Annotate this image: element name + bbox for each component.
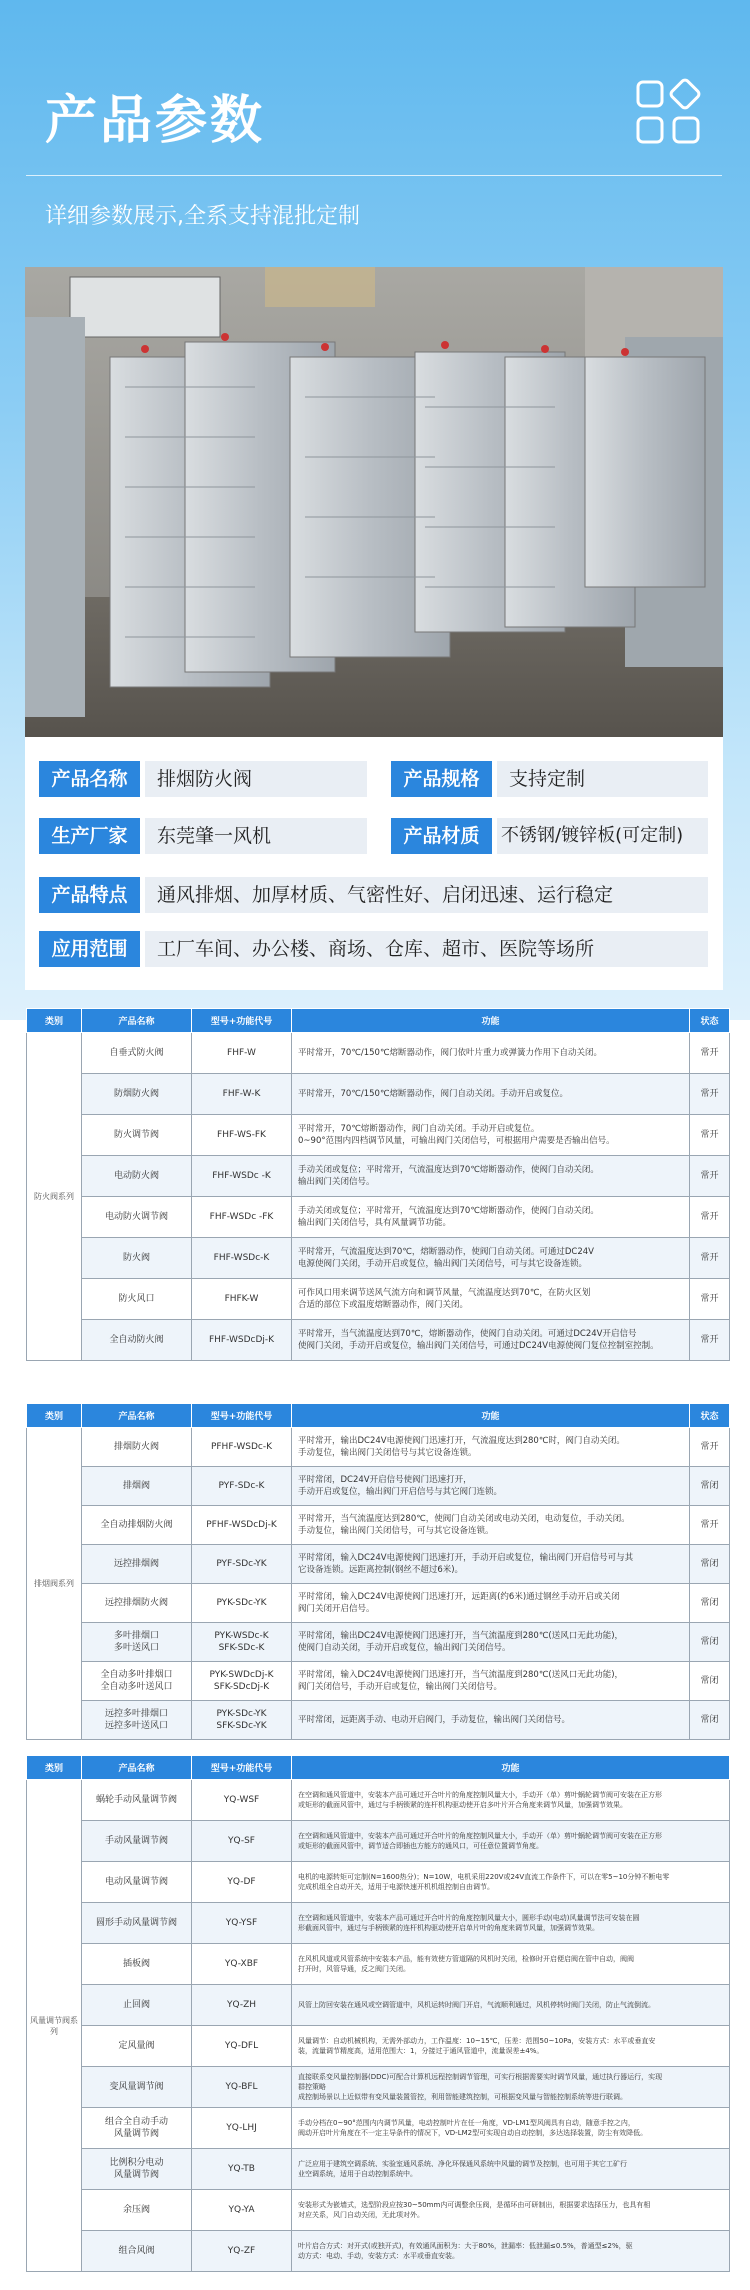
table-row <box>27 1279 730 1320</box>
product-code-cell: FHF-WSDc -FK <box>192 1197 292 1238</box>
function-cell: 风量调节：自动机械机构，无需外部动力，工作温度：10~15℃，压差：范围50~10Pa，安装方式：水平或垂直安 装，流量调节精度高，适用范围大：1，分接过于通风管道中，流量误差±4%。 <box>292 2026 730 2067</box>
function-cell: 平时常开，当气流温度达到280℃，使阀门自动关闭或电动关闭，电动复位，手动关闭。 手动复位，输出阀门关闭信号，可与其它设备连锁。 <box>292 1506 690 1545</box>
table-row <box>27 1821 730 1862</box>
status-cell: 常闭 <box>690 1545 730 1584</box>
product-name-cell: 手动风量调节阀 <box>82 1821 192 1862</box>
table-row <box>27 2231 730 2272</box>
product-name-cell: 多叶排烟口 多叶送风口 <box>82 1623 192 1662</box>
page-subtitle: 详细参数展示,全系支持混批定制 <box>45 204 360 229</box>
function-cell: 电机的电源转矩可定制(N=1600热分)；N=10W，电机采用220V或24V直流工作条件下，可以在零5~10分钟不断电零 完成机组全自动开关，适用于电源快速开机机组控制自由调节。 <box>292 1862 730 1903</box>
status-cell: 常闭 <box>690 1623 730 1662</box>
function-cell: 在风机风道或风管系统中安装本产品，能有效使方管道隔的风机时关闭，检修时开启便启阀在管中自动，阀阀 打开时，风管导通，反之阀门关闭。 <box>292 1944 730 1985</box>
status-cell: 常开 <box>690 1506 730 1545</box>
product-code-cell: FHF-WSDc -K <box>192 1156 292 1197</box>
product-name-cell: 全自动多叶排烟口 全自动多叶送风口 <box>82 1662 192 1701</box>
product-code-cell: YQ-SF <box>192 1821 292 1862</box>
col-name: 产品名称 <box>82 1404 192 1428</box>
product-name-cell: 插板阀 <box>82 1944 192 1985</box>
col-function: 功能 <box>292 1009 690 1033</box>
table-row <box>27 1944 730 1985</box>
product-code-cell: PYK-WSDc-K SFK-SDc-K <box>192 1623 292 1662</box>
table-row <box>27 2108 730 2149</box>
product-name-cell: 圆形手动风量调节阀 <box>82 1903 192 1944</box>
product-name-cell: 电动防火调节阀 <box>82 1197 192 1238</box>
spec-label: 产品规格 <box>391 761 492 797</box>
table-row <box>27 1320 730 1361</box>
product-code-cell: PYF-SDc-YK <box>192 1545 292 1584</box>
table-row <box>27 1506 730 1545</box>
product-name-cell: 电动防火阀 <box>82 1156 192 1197</box>
product-name-cell: 余压阀 <box>82 2190 192 2231</box>
function-cell: 平时常闭，输入DC24V电源使阀门迅速打开，远距离(约6米)通过钢丝手动开启或关闭 阀门关闭开启信号。 <box>292 1584 690 1623</box>
volume-damper-table <box>26 1755 730 2272</box>
col-function: 功能 <box>292 1404 690 1428</box>
table-row <box>27 2190 730 2231</box>
status-cell: 常开 <box>690 1074 730 1115</box>
table-row <box>27 1033 730 1074</box>
hero-section <box>0 0 750 1020</box>
function-cell: 在空调和通风管道中，安装本产品可通过开合叶片的角度控制风量大小，手动开（单）剪叶蜗轮调节阀可安装在正方形 或矩形的截面风管中，通过与手柄锁紧的连杆机构驱动使开启多叶片开合角度来调节风量，加强调节效果。 <box>292 1780 730 1821</box>
maker-value: 东莞肇一风机 <box>145 818 367 854</box>
col-category: 类别 <box>27 1756 82 1780</box>
table-row <box>27 1197 730 1238</box>
col-category: 类别 <box>27 1009 82 1033</box>
function-cell: 安装形式为嵌墙式，选型阶段应按30~50mm内可调整余压阀，是循环由可研制出，根据要求选择压力，也具有相 对应关系，风门自动关闭，无此项对外。 <box>292 2190 730 2231</box>
col-code: 型号+功能代号 <box>192 1009 292 1033</box>
col-name: 产品名称 <box>82 1009 192 1033</box>
product-name-cell: 电动风量调节阀 <box>82 1862 192 1903</box>
table-row <box>27 2067 730 2108</box>
product-info-card <box>25 737 723 990</box>
table-row <box>27 1623 730 1662</box>
product-name-cell: 远控多叶排烟口 远控多叶送风口 <box>82 1701 192 1740</box>
material-label: 产品材质 <box>391 818 492 854</box>
name-value: 排烟防火阀 <box>145 761 367 797</box>
function-cell: 手动分档在0~90°范围内内调节风量，电动控制叶片在任一角度，VD-LM1型风阀具有自动，随意手控之内， 阀动开启叶片角度在不一定主导条件的情况下，VD-LM2型可实现自动自动控制，多达选择装置，防尘有效降低。 <box>292 2108 730 2149</box>
function-cell: 平时常闭，输出DC24V电源使阀门迅速打开，当气流温度到280℃(送风口无此功能)， 使阀门自动关闭，手动开启或复位，输出阀门关闭信号。 <box>292 1623 690 1662</box>
function-cell: 叶片启合方式：对开式(或独开式)，有效通风面积为：大于80%，泄漏率：低泄漏≤0.5%，普通型≤2%，驱 动方式：电动、手动，安装方式：水平或垂直安装。 <box>292 2231 730 2272</box>
function-cell: 手动关闭或复位；平时常开，气流温度达到70℃熔断器动作，使阀门自动关闭。 输出阀门关闭信号，具有风量调节功能。 <box>292 1197 690 1238</box>
function-cell: 平时常开，70℃/150℃熔断器动作，阀门依叶片重力或弹簧力作用下自动关闭。 <box>292 1033 690 1074</box>
function-cell: 平时常闭，输入DC24V电源使阀门迅速打开，手动开启或复位，输出阀门开启信号可与其 它设备连锁。远距离控制(钢丝不超过6米)。 <box>292 1545 690 1584</box>
product-code-cell: YQ-WSF <box>192 1780 292 1821</box>
table-row <box>27 1903 730 1944</box>
product-name-cell: 排烟防火阀 <box>82 1428 192 1467</box>
table-row <box>27 1701 730 1740</box>
feature-value: 通风排烟、加厚材质、气密性好、启闭迅速、运行稳定 <box>145 877 708 913</box>
table-row <box>27 1985 730 2026</box>
product-code-cell: YQ-XBF <box>192 1944 292 1985</box>
function-cell: 平时常开，输出DC24V电源使阀门迅速打开，气流温度达到280℃时，阀门自动关闭。 手动复位，输出阀门关闭信号与其它设备连锁。 <box>292 1428 690 1467</box>
product-code-cell: YQ-ZF <box>192 2231 292 2272</box>
product-code-cell: PFHF-WSDc-K <box>192 1428 292 1467</box>
col-code: 型号+功能代号 <box>192 1404 292 1428</box>
product-code-cell: YQ-LHJ <box>192 2108 292 2149</box>
status-cell: 常闭 <box>690 1662 730 1701</box>
product-name-cell: 比例积分电动 风量调节阀 <box>82 2149 192 2190</box>
table-row <box>27 1238 730 1279</box>
product-name-cell: 定风量阀 <box>82 2026 192 2067</box>
product-photo <box>25 267 723 737</box>
category-cell: 防火阀系列 <box>27 1033 82 1361</box>
function-cell: 平时常开，70℃/150℃熔断器动作，阀门自动关闭。手动开启或复位。 <box>292 1074 690 1115</box>
apps-grid-icon <box>634 78 702 146</box>
product-code-cell: YQ-DF <box>192 1862 292 1903</box>
status-cell: 常开 <box>690 1238 730 1279</box>
status-cell: 常开 <box>690 1320 730 1361</box>
status-cell: 常闭 <box>690 1584 730 1623</box>
product-name-cell: 防火风口 <box>82 1279 192 1320</box>
product-code-cell: YQ-TB <box>192 2149 292 2190</box>
product-code-cell: YQ-YA <box>192 2190 292 2231</box>
fire-damper-table <box>26 1008 730 1361</box>
status-cell: 常开 <box>690 1428 730 1467</box>
status-cell: 常闭 <box>690 1467 730 1506</box>
product-name-cell: 远控排烟阀 <box>82 1545 192 1584</box>
table-row <box>27 1074 730 1115</box>
product-name-cell: 防火阀 <box>82 1238 192 1279</box>
category-cell: 风量调节阀系列 <box>27 1780 82 2272</box>
product-code-cell: YQ-BFL <box>192 2067 292 2108</box>
col-status: 状态 <box>690 1009 730 1033</box>
product-code-cell: PFHF-WSDcDj-K <box>192 1506 292 1545</box>
product-name-cell: 组合全自动手动 风量调节阀 <box>82 2108 192 2149</box>
header-divider <box>26 175 722 176</box>
function-cell: 在空调和通风管道中，安装本产品可通过开合叶片的角度控制风量大小，手动开（单）剪叶蜗轮调节阀可安装在正方形 或矩形的截面风管中，调节适合即插也方能方的通风口，可任意位置调节角度。 <box>292 1821 730 1862</box>
status-cell: 常开 <box>690 1197 730 1238</box>
name-label: 产品名称 <box>39 761 140 797</box>
product-code-cell: PYF-SDc-K <box>192 1467 292 1506</box>
product-name-cell: 自垂式防火阀 <box>82 1033 192 1074</box>
feature-label: 产品特点 <box>39 877 140 913</box>
product-name-cell: 蜗轮手动风量调节阀 <box>82 1780 192 1821</box>
product-code-cell: FHF-W-K <box>192 1074 292 1115</box>
material-value: 不锈钢/镀锌板(可定制) <box>497 818 708 854</box>
table-row <box>27 1780 730 1821</box>
function-cell: 风管上防回安装在通风或空调管道中，风机运转时阀门开启，气流顺利通过，风机停转时阀门关闭，防止气流倒流。 <box>292 1985 730 2026</box>
product-name-cell: 组合风阀 <box>82 2231 192 2272</box>
table-row <box>27 1428 730 1467</box>
product-code-cell: YQ-ZH <box>192 1985 292 2026</box>
product-code-cell: FHF-WSDcDj-K <box>192 1320 292 1361</box>
table-row <box>27 2149 730 2190</box>
product-name-cell: 远控排烟防火阀 <box>82 1584 192 1623</box>
product-code-cell: FHF-WS-FK <box>192 1115 292 1156</box>
scope-label: 应用范围 <box>39 931 140 967</box>
maker-label: 生产厂家 <box>39 818 140 854</box>
product-name-cell: 止回阀 <box>82 1985 192 2026</box>
status-cell: 常闭 <box>690 1701 730 1740</box>
product-name-cell: 全自动防火阀 <box>82 1320 192 1361</box>
table-row <box>27 1862 730 1903</box>
product-code-cell: YQ-YSF <box>192 1903 292 1944</box>
col-category: 类别 <box>27 1404 82 1428</box>
product-code-cell: PYK-SDc-YK SFK-SDc-YK <box>192 1701 292 1740</box>
smoke-exhaust-table <box>26 1403 730 1740</box>
function-cell: 平时常闭，DC24V开启信号使阀门迅速打开， 手动开启或复位，输出阀门开启信号与其它阀门连锁。 <box>292 1467 690 1506</box>
table-row <box>27 1115 730 1156</box>
product-code-cell: PYK-SDc-YK <box>192 1584 292 1623</box>
product-code-cell: PYK-SWDcDj-K SFK-SDcDj-K <box>192 1662 292 1701</box>
function-cell: 平时常开，气流温度达到70℃，熔断器动作，使阀门自动关闭。可通过DC24V 电源使阀门关闭，手动开启或复位，输出阀门关闭信号，可与其它设备连锁。 <box>292 1238 690 1279</box>
status-cell: 常开 <box>690 1156 730 1197</box>
status-cell: 常开 <box>690 1115 730 1156</box>
function-cell: 平时常闭，输入DC24V电源使阀门迅速打开，当气流温度到280℃(送风口无此功能)， 阀门关闭信号，手动开启或复位，输出阀门关闭信号。 <box>292 1662 690 1701</box>
function-cell: 在空调和通风管道中，安装本产品可通过开合叶片的角度控制风量大小，圆形手动(电动)风量调节法可安装在圆 形截面风管中，通过与手柄锁紧的连杆机构驱动使开启单片叶的角度来调节风量，加强调节效果。 <box>292 1903 730 1944</box>
table-row <box>27 1467 730 1506</box>
status-cell: 常开 <box>690 1033 730 1074</box>
col-name: 产品名称 <box>82 1756 192 1780</box>
function-cell: 平时常闭，远距离手动、电动开启阀门，手动复位，输出阀门关闭信号。 <box>292 1701 690 1740</box>
function-cell: 广泛应用于建筑空调系统、实验室通风系统、净化环保通风系统中风量的调节及控制，也可用于其它工矿行 业空调系统，适用于自动控制系统中。 <box>292 2149 730 2190</box>
table-row <box>27 1662 730 1701</box>
page-title: 产品参数 <box>45 91 266 151</box>
product-name-cell: 防烟防火阀 <box>82 1074 192 1115</box>
product-code-cell: FHF-W <box>192 1033 292 1074</box>
table-row <box>27 1545 730 1584</box>
function-cell: 手动关闭或复位；平时常开，气流温度达到70℃熔断器动作，使阀门自动关闭。 输出阀门关闭信号。 <box>292 1156 690 1197</box>
function-cell: 平时常开，当气流温度达到70℃，熔断器动作，使阀门自动关闭。可通过DC24V开启信号 使阀门关闭，手动开启或复位，输出阀门关闭信号，可通过DC24V电源使阀门复位控制室控制。 <box>292 1320 690 1361</box>
table-row <box>27 1156 730 1197</box>
scope-value: 工厂车间、办公楼、商场、仓库、超市、医院等场所 <box>145 931 708 967</box>
col-function: 功能 <box>292 1756 730 1780</box>
product-name-cell: 防火调节阀 <box>82 1115 192 1156</box>
col-status: 状态 <box>690 1404 730 1428</box>
function-cell: 直接联系变风量控制器(DDC)可配合计算机远程控制调节管理，可实行根据需要实时调节风量，通过执行器运行，实现 群控策略 成控制场景以上近似带有变风量装置管控，利用智能建筑控制，可根据变风量与智能控制系统等进行联调。 <box>292 2067 730 2108</box>
function-cell: 可作风口用来调节送风气流方向和调节风量，气流温度达到70℃，在防火区划 合适的部位下或温度熔断器动作，阀门关闭。 <box>292 1279 690 1320</box>
product-code-cell: YQ-DFL <box>192 2026 292 2067</box>
function-cell: 平时常开，70℃熔断器动作，阀门自动关闭。手动开启或复位。 0~90°范围内四档调节风量，可输出阀门关闭信号，可根据用户需要是否输出信号。 <box>292 1115 690 1156</box>
product-name-cell: 排烟阀 <box>82 1467 192 1506</box>
product-name-cell: 变风量调节阀 <box>82 2067 192 2108</box>
product-code-cell: FHF-WSDc-K <box>192 1238 292 1279</box>
table-row <box>27 2026 730 2067</box>
spec-value: 支持定制 <box>497 761 708 797</box>
table-row <box>27 1584 730 1623</box>
product-name-cell: 全自动排烟防火阀 <box>82 1506 192 1545</box>
product-code-cell: FHFK-W <box>192 1279 292 1320</box>
category-cell: 排烟阀系列 <box>27 1428 82 1740</box>
col-code: 型号+功能代号 <box>192 1756 292 1780</box>
status-cell: 常开 <box>690 1279 730 1320</box>
